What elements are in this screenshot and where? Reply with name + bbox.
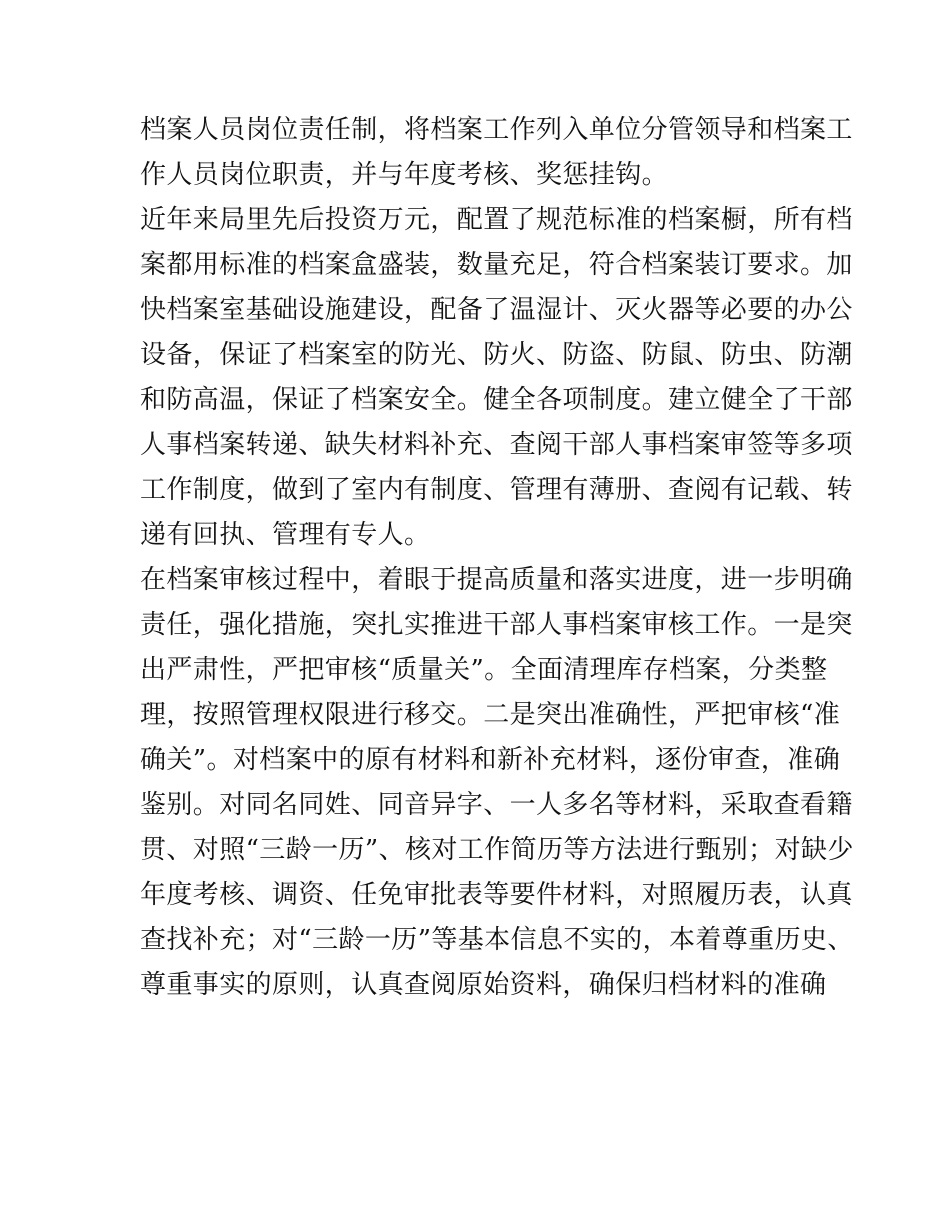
text-line: 作人员岗位职责，并与年度考核、奖惩挂钩。 <box>140 160 669 190</box>
text-line: 档案人员岗位责任制，将档案工作列入单位分管领导和档案工 <box>140 115 853 145</box>
text-line: 案都用标准的档案盒盛装，数量充足，符合档案装订要求。加 <box>140 250 853 280</box>
text-line: 查找补充；对“三龄一历”等基本信息不实的，本着尊重历史、 <box>140 925 854 955</box>
paragraph-1 <box>140 108 853 198</box>
paragraph-2 <box>140 198 853 558</box>
text-line: 尊重事实的原则，认真查阅原始资料，确保归档材料的准确 <box>140 970 827 1000</box>
text-line: 设备，保证了档案室的防光、防火、防盗、防鼠、防虫、防潮 <box>140 340 853 370</box>
text-line: 近年来局里先后投资万元，配置了规范标准的档案橱，所有档 <box>140 205 853 235</box>
text-line: 理，按照管理权限进行移交。二是突出准确性，严把审核“准 <box>140 700 841 730</box>
text-line: 年度考核、调资、任免审批表等要件材料，对照履历表，认真 <box>140 880 853 910</box>
text-line: 人事档案转递、缺失材料补充、查阅干部人事档案审签等多项 <box>140 430 853 460</box>
text-line: 在档案审核过程中，着眼于提高质量和落实进度，进一步明确 <box>140 565 853 595</box>
text-line: 贯、对照“三龄一历”、核对工作简历等方法进行甄别；对缺少 <box>140 835 854 865</box>
text-line: 工作制度，做到了室内有制度、管理有薄册、查阅有记载、转 <box>140 475 853 505</box>
text-line: 出严肃性，严把审核“质量关”。全面清理库存档案，分类整 <box>140 655 828 685</box>
text-line: 递有回执、管理有专人。 <box>140 520 431 550</box>
text-line: 快档案室基础设施建设，配备了温湿计、灭火器等必要的办公 <box>140 295 853 325</box>
document-body <box>140 108 854 1008</box>
text-line: 鉴别。对同名同姓、同音异字、一人多名等材料，采取查看籍 <box>140 790 853 820</box>
paragraph-3 <box>140 558 854 1008</box>
text-line: 确关”。对档案中的原有材料和新补充材料，逐份审查，准确 <box>140 745 841 775</box>
text-line: 责任，强化措施，突扎实推进干部人事档案审核工作。一是突 <box>140 610 853 640</box>
text-line: 和防高温，保证了档案安全。健全各项制度。建立健全了干部 <box>140 385 853 415</box>
